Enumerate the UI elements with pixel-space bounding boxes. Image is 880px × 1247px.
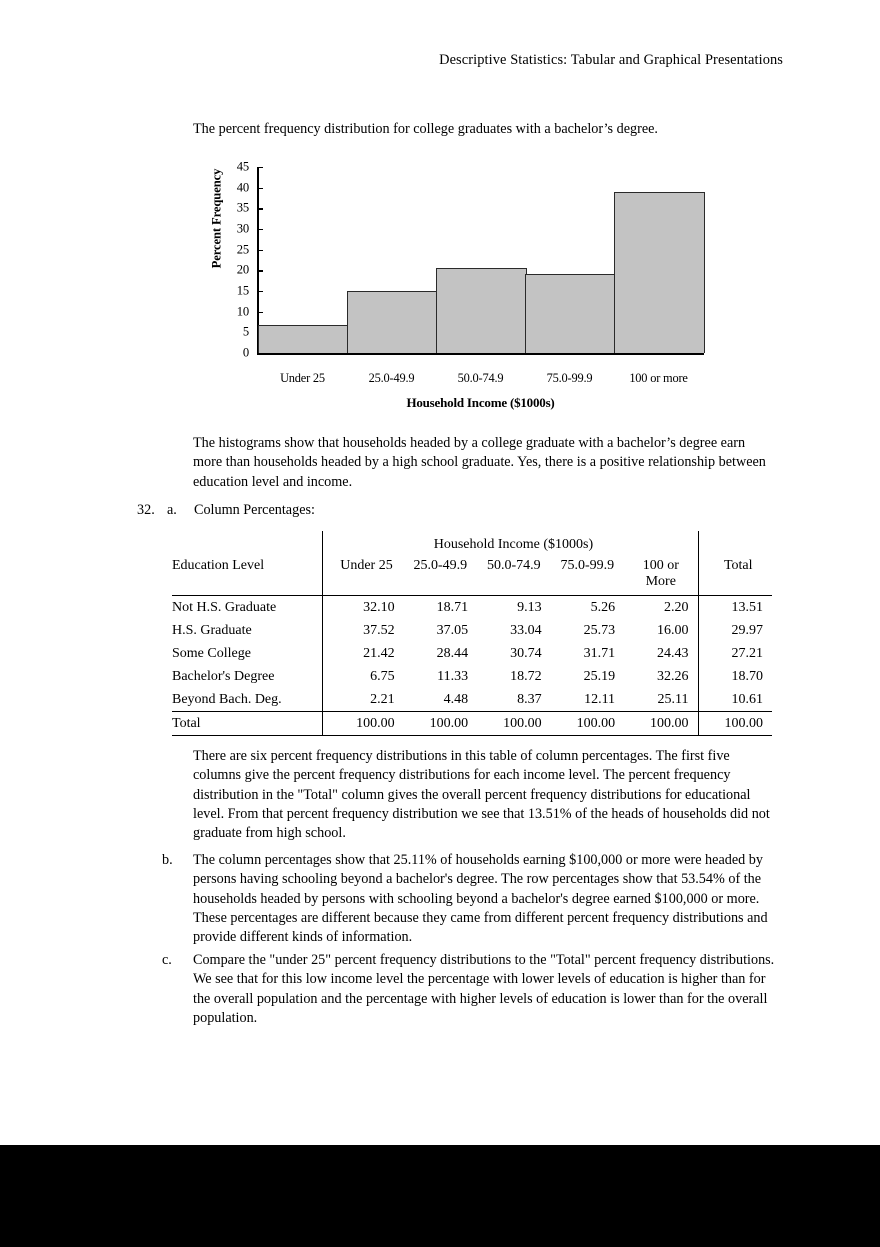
table-cell: 100.00	[477, 712, 550, 736]
y-tick-label: 15	[236, 283, 249, 298]
table-row	[172, 596, 772, 620]
y-tick-label: 25	[236, 242, 249, 257]
table-col-header-3: 75.0-99.9	[551, 555, 624, 596]
y-axis-title: Percent Frequency	[209, 168, 224, 269]
part-b-text: The column percentages show that 25.11% of households earning $100,000 or more were headed by persons having schooling beyond a bachelor's degree. The row percentages show that 53.54% of the households headed by persons with schooling beyond a bachelor's degree earned $100,000 or more. These percentages are different because they came from different percent frequency distributions and provide different kinds of information.	[193, 852, 768, 946]
part-c-marker: c.	[162, 952, 172, 968]
table-row-label: Bachelor's Degree	[172, 668, 275, 684]
x-axis-title: Household Income ($1000s)	[406, 395, 555, 410]
table-cell-total: 18.70	[698, 665, 772, 688]
table-cell: 21.42	[323, 642, 404, 665]
table-cell-total: 29.97	[698, 619, 772, 642]
table-col-header-2: 50.0-74.9	[477, 555, 550, 596]
table-cell-total: 100.00	[698, 712, 772, 736]
table-row-label: Beyond Bach. Deg.	[172, 688, 323, 712]
histogram-bar	[347, 291, 438, 353]
y-tick-label: 45	[236, 159, 249, 174]
x-axis-line	[257, 353, 704, 355]
table-cell: 11.33	[437, 668, 469, 684]
y-tick-label: 5	[242, 325, 249, 340]
question-32-part-b	[162, 851, 776, 948]
table-cell: 30.74	[510, 645, 542, 661]
table-row-label: Total	[172, 712, 323, 736]
running-head: Descriptive Statistics: Tabular and Graphical Presentations	[439, 52, 783, 68]
table-cell: 32.26	[657, 668, 689, 684]
histograms-paragraph: The histograms show that households headed by a college graduate with a bachelor’s degree earn more than households headed by a high school graduate. Yes, there is a positive relationship between education level and income.	[193, 435, 766, 490]
table-cell: 8.37	[477, 688, 550, 712]
column-percentages-table	[172, 531, 772, 736]
table-row-header-label: Education Level	[172, 555, 323, 596]
table-cell: 31.71	[583, 645, 616, 661]
histogram-bar	[436, 268, 527, 353]
table-cell: 100.00	[404, 712, 477, 736]
histogram-bar	[258, 325, 349, 353]
table-cell: 18.72	[510, 668, 542, 684]
table-col-header-1: 25.0-49.9	[404, 555, 477, 596]
part-c-text: Compare the "under 25" percent frequency distributions to the "Total" percent frequency distributions. We see that for this low income level the percentage with lower levels of education is higher than for the overall population and the percentage with higher levels of education is lower than for the overall population.	[193, 952, 775, 1026]
table-cell: 100.00	[624, 712, 698, 736]
table-cell: 5.26	[590, 599, 616, 615]
table-row-label: Not H.S. Graduate	[172, 599, 277, 615]
table-cell: 2.20	[664, 599, 689, 615]
table-cell: 4.48	[404, 688, 477, 712]
bars-container	[258, 167, 703, 353]
part-b-marker: b.	[162, 852, 173, 868]
table-row	[172, 619, 772, 642]
x-tick-label: 25.0-49.9	[368, 371, 415, 385]
table-cell: 9.13	[517, 599, 542, 615]
table-col-header-0: Under 25	[323, 555, 404, 596]
percent-frequency-histogram	[193, 159, 733, 415]
table-cell: 16.00	[657, 622, 689, 638]
table-cell: 24.43	[657, 645, 689, 661]
table-cell: 28.44	[436, 645, 469, 661]
y-tick-label: 40	[236, 180, 249, 195]
table-cell: 25.73	[583, 622, 616, 638]
x-tick-label: 75.0-99.9	[546, 371, 593, 385]
y-tick-label: 20	[236, 263, 249, 278]
table-row-label: H.S. Graduate	[172, 622, 252, 638]
histogram-bar	[614, 192, 705, 353]
table-cell: 12.11	[551, 688, 624, 712]
table-row	[172, 642, 772, 665]
y-tick-label: 10	[236, 304, 249, 319]
intro-line: The percent frequency distribution for college graduates with a bachelor’s degree.	[193, 121, 658, 137]
x-tick-label: Under 25	[280, 371, 325, 385]
table-col-header-total: Total	[698, 555, 772, 596]
table-cell-total: 10.61	[698, 688, 772, 712]
table-cell: 25.19	[583, 668, 616, 684]
table-cell: 37.52	[323, 619, 404, 642]
table-cell: 100.00	[323, 712, 404, 736]
question-number: 32.	[137, 502, 155, 518]
y-tick-label: 30	[236, 221, 249, 236]
table-col-header-4-line2: More	[645, 574, 676, 589]
table-cell-total: 13.51	[698, 596, 772, 620]
part-a-label: Column Percentages:	[194, 502, 315, 518]
table-row-label: Some College	[172, 645, 251, 661]
table-col-header-4	[624, 555, 698, 596]
histogram-bar	[525, 274, 616, 353]
table-cell: 100.00	[551, 712, 624, 736]
question-32-part-a	[137, 502, 315, 519]
page-bottom-black-band	[0, 1145, 880, 1247]
x-tick-label: 100 or more	[629, 371, 688, 385]
y-tick-label: 35	[236, 201, 249, 216]
part-a-marker: a.	[167, 502, 177, 518]
question-32-part-c	[162, 951, 776, 1028]
table-row	[172, 665, 772, 688]
chart-plot-area	[193, 159, 713, 410]
table-cell: 18.71	[436, 599, 469, 615]
table-cell-total: 27.21	[698, 642, 772, 665]
y-axis-tick-labels	[215, 159, 249, 360]
table-group-header: Household Income ($1000s)	[323, 531, 698, 555]
table-cell: 2.21	[323, 688, 404, 712]
table-cell: 33.04	[510, 622, 542, 638]
table-cell: 32.10	[323, 596, 404, 620]
table-col-header-4-line1: 100 or	[642, 558, 679, 573]
table-cell: 25.11	[624, 688, 698, 712]
table-cell: 37.05	[436, 622, 469, 638]
x-axis-tick-labels	[258, 371, 703, 386]
y-tick-label: 0	[242, 345, 249, 360]
x-tick-label: 50.0-74.9	[457, 371, 504, 385]
table-row	[172, 688, 772, 712]
six-distributions-paragraph: There are six percent frequency distributions in this table of column percentages. The first five columns give the percent frequency distributions for each income level. The percent frequency distribution in the "Total" column gives the overall percent frequency distributions for educational level. From that percent frequency distribution we see that 13.51% of the heads of households did not graduate from high school.	[193, 748, 770, 842]
table-total-row	[172, 712, 772, 736]
table-cell: 6.75	[323, 665, 404, 688]
